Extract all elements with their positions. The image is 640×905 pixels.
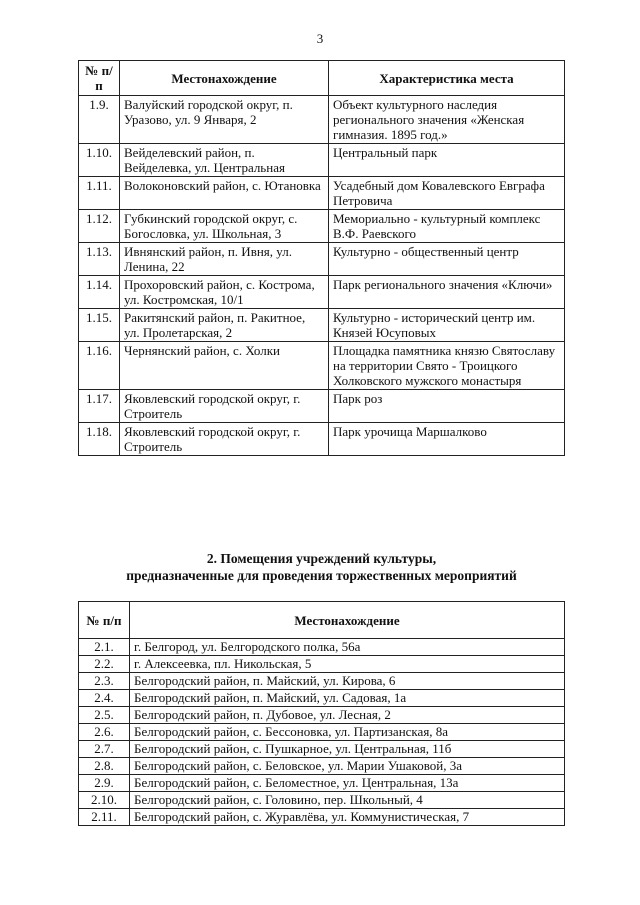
table-row xyxy=(79,792,565,809)
row-number: 2.3. xyxy=(79,673,130,690)
row-number: 2.2. xyxy=(79,656,130,673)
row-location: Яковлевский городской округ, г. Строитель xyxy=(120,423,329,456)
row-location: Волоконовский район, с. Ютановка xyxy=(120,177,329,210)
row-description: Площадка памятника князю Святославу на территории Свято - Троицкого Холковского мужского монастыря xyxy=(329,342,565,390)
row-number: 1.11. xyxy=(79,177,120,210)
row-number: 2.11. xyxy=(79,809,130,826)
table-row xyxy=(79,724,565,741)
row-number: 2.8. xyxy=(79,758,130,775)
section-title xyxy=(78,550,565,584)
row-description: Парк урочища Маршалково xyxy=(329,423,565,456)
column-header-description: Характеристика места xyxy=(329,61,565,96)
row-location: Прохоровский район, с. Кострома, ул. Костромская, 10/1 xyxy=(120,276,329,309)
page-number: 3 xyxy=(316,31,324,46)
row-description: Объект культурного наследия регионального значения «Женская гимназия. 1895 год.» xyxy=(329,96,565,144)
row-number: 2.1. xyxy=(79,639,130,656)
table-header-row xyxy=(79,602,565,639)
table-row xyxy=(79,390,565,423)
column-header-location: Местонахождение xyxy=(130,602,565,639)
table-row xyxy=(79,144,565,177)
row-number: 1.12. xyxy=(79,210,120,243)
table-row xyxy=(79,758,565,775)
row-number: 2.10. xyxy=(79,792,130,809)
row-number: 1.10. xyxy=(79,144,120,177)
table-header-row xyxy=(79,61,565,96)
row-number: 1.16. xyxy=(79,342,120,390)
row-description: Культурно - исторический центр им. Князей Юсуповых xyxy=(329,309,565,342)
row-location: Яковлевский городской округ, г. Строитель xyxy=(120,390,329,423)
row-location: Валуйский городской округ, п. Уразово, ул. 9 Января, 2 xyxy=(120,96,329,144)
table-row xyxy=(79,423,565,456)
row-location: г. Белгород, ул. Белгородского полка, 56а xyxy=(130,639,565,656)
table-row xyxy=(79,309,565,342)
row-location: Губкинский городской округ, с. Богословка, ул. Школьная, 3 xyxy=(120,210,329,243)
row-location: Белгородский район, с. Беломестное, ул. Центральная, 13а xyxy=(130,775,565,792)
row-description: Центральный парк xyxy=(329,144,565,177)
places-table xyxy=(78,60,565,456)
row-description: Парк регионального значения «Ключи» xyxy=(329,276,565,309)
table-row xyxy=(79,276,565,309)
row-location: Белгородский район, п. Майский, ул. Садовая, 1а xyxy=(130,690,565,707)
row-number: 1.13. xyxy=(79,243,120,276)
row-location: Белгородский район, с. Журавлёва, ул. Коммунистическая, 7 xyxy=(130,809,565,826)
row-number: 1.9. xyxy=(79,96,120,144)
halls-table xyxy=(78,601,565,826)
row-description: Мемориально - культурный комплекс В.Ф. Раевского xyxy=(329,210,565,243)
row-number: 2.6. xyxy=(79,724,130,741)
row-location: Белгородский район, п. Майский, ул. Кирова, 6 xyxy=(130,673,565,690)
table-row xyxy=(79,243,565,276)
table-row xyxy=(79,96,565,144)
row-number: 2.9. xyxy=(79,775,130,792)
row-description: Культурно - общественный центр xyxy=(329,243,565,276)
table-row xyxy=(79,741,565,758)
table-row xyxy=(79,656,565,673)
column-header-number: № п/п xyxy=(79,61,120,96)
table-row xyxy=(79,690,565,707)
row-number: 1.14. xyxy=(79,276,120,309)
row-number: 2.7. xyxy=(79,741,130,758)
table-row xyxy=(79,639,565,656)
column-header-location: Местонахождение xyxy=(120,61,329,96)
row-location: Белгородский район, с. Пушкарное, ул. Центральная, 11б xyxy=(130,741,565,758)
row-location: Ивнянский район, п. Ивня, ул. Ленина, 22 xyxy=(120,243,329,276)
table-row xyxy=(79,342,565,390)
row-location: Белгородский район, с. Беловское, ул. Марии Ушаковой, 3а xyxy=(130,758,565,775)
row-number: 1.15. xyxy=(79,309,120,342)
row-location: Белгородский район, п. Дубовое, ул. Лесная, 2 xyxy=(130,707,565,724)
row-description: Усадебный дом Ковалевского Евграфа Петровича xyxy=(329,177,565,210)
row-number: 1.17. xyxy=(79,390,120,423)
table-row xyxy=(79,775,565,792)
row-number: 2.5. xyxy=(79,707,130,724)
table-row xyxy=(79,210,565,243)
table-row xyxy=(79,177,565,210)
row-location: Ракитянский район, п. Ракитное, ул. Пролетарская, 2 xyxy=(120,309,329,342)
table-row xyxy=(79,673,565,690)
section-title-line-2: предназначенные для проведения торжественных мероприятий xyxy=(126,568,517,583)
row-location: Белгородский район, с. Бессоновка, ул. Партизанская, 8а xyxy=(130,724,565,741)
row-location: Чернянский район, с. Холки xyxy=(120,342,329,390)
table-row xyxy=(79,707,565,724)
section-title-line-1: 2. Помещения учреждений культуры, xyxy=(206,551,437,566)
row-location: Вейделевский район, п. Вейделевка, ул. Центральная xyxy=(120,144,329,177)
row-location: Белгородский район, с. Головино, пер. Школьный, 4 xyxy=(130,792,565,809)
table-row xyxy=(79,809,565,826)
row-number: 2.4. xyxy=(79,690,130,707)
row-description: Парк роз xyxy=(329,390,565,423)
row-number: 1.18. xyxy=(79,423,120,456)
row-location: г. Алексеевка, пл. Никольская, 5 xyxy=(130,656,565,673)
column-header-number: № п/п xyxy=(79,602,130,639)
